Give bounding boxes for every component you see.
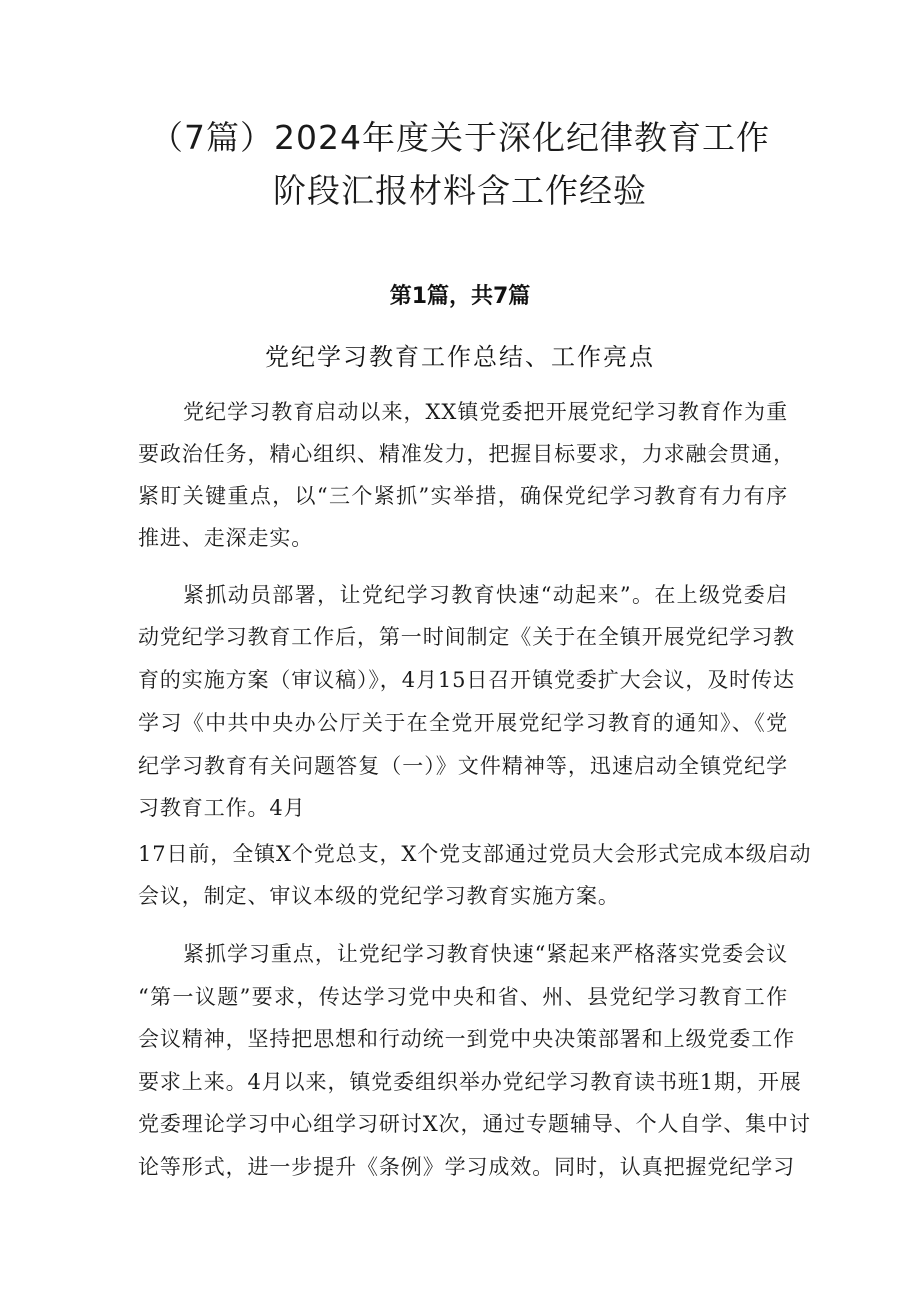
paragraph-3-line: 紧抓学习重点，让党纪学习教育快速“紧起来严格落实党委会议 (183, 942, 788, 966)
paragraph-2-line: 紧抓动员部署，让党纪学习教育快速“动起来”。在上级党委启 (183, 583, 788, 607)
paragraph-3-line: 会议精神，坚持把思想和行动统一到党中央决策部署和上级党委工作 (138, 1027, 795, 1051)
paragraph-2-line: 17日前，全镇X个党总支，X个党支部通过党员大会形式完成本级启动 (138, 842, 812, 866)
document-title-line-2: 阶段汇报材料含工作经验 (273, 171, 647, 210)
paragraph-2-line: 学习《中共中央办公厅关于在全党开展党纪学习教育的通知》、《党 (138, 711, 788, 735)
paragraph-3-line: “第一议题”要求，传达学习党中央和省、州、县党纪学习教育工作 (138, 985, 788, 1009)
paragraph-1-line: 紧盯关键重点，以“三个紧抓”实举措，确保党纪学习教育有力有序 (138, 484, 788, 508)
paragraph-2-line: 动党纪学习教育工作后，第一时间制定《关于在全镇开展党纪学习教 (138, 625, 795, 649)
paragraph-3-line: 要求上来。4月以来，镇党委组织举办党纪学习教育读书班1期，开展 (138, 1070, 802, 1094)
paragraph-3-line: 党委理论学习中心组学习研讨X次，通过专题辅导、个人自学、集中讨 (138, 1112, 811, 1136)
paragraph-2-line: 纪学习教育有关问题答复（一）》文件精神等，迅速启动全镇党纪学 (138, 754, 788, 778)
paragraph-2-line: 习教育工作。4月 (138, 796, 306, 820)
paragraph-1-line: 推进、走深走实。 (138, 526, 314, 550)
paragraph-3-line: 论等形式，进一步提升《条例》学习成效。同时，认真把握党纪学习 (138, 1155, 795, 1179)
paragraph-2-line: 会议，制定、审议本级的党纪学习教育实施方案。 (138, 884, 620, 908)
paragraph-1-line: 要政治任务，精心组织、精准发力，把握目标要求，力求融会贯通， (138, 442, 795, 466)
paragraph-2-line: 育的实施方案（审议稿）》，4月15日召开镇党委扩大会议，及时传达 (138, 668, 795, 692)
section-heading: 党纪学习教育工作总结、工作亮点 (265, 343, 655, 371)
part-label: 第1篇，共7篇 (389, 284, 531, 309)
paragraph-1-line: 党纪学习教育启动以来，XX镇党委把开展党纪学习教育作为重 (183, 400, 788, 424)
document-title-line-1: （7篇）2024年度关于深化纪律教育工作 (150, 118, 770, 157)
